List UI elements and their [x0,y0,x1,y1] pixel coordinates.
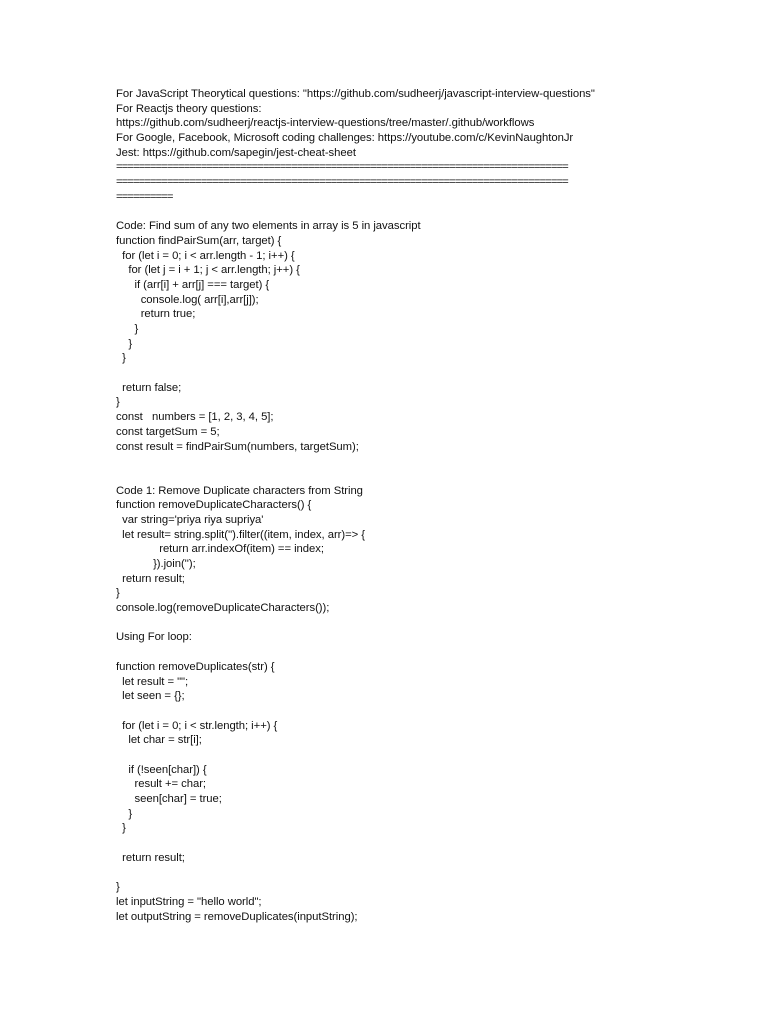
text-line [116,748,656,763]
text-line: For JavaScript Theorytical questions: "https://github.com/sudheerj/javascript-interview-questions" [116,88,595,100]
text-line [116,704,656,719]
text-line [116,469,656,484]
text-line: if (!seen[char]) { [116,763,207,776]
text-line: for (let i = 0; i < arr.length - 1; i++) { [116,249,295,262]
document-body [116,87,656,924]
text-line: Code: Find sum of any two elements in array is 5 in javascript [116,220,421,233]
text-line [116,616,656,631]
text-line [116,205,656,220]
text-line: return result; [116,851,185,864]
divider-line: ========== [116,190,173,203]
text-line: Jest: https://github.com/sapegin/jest-cheat-sheet [116,146,356,159]
text-line: return true; [116,308,196,321]
text-line: return arr.indexOf(item) == index; [116,543,324,556]
text-line: const numbers = [1, 2, 3, 4, 5]; [116,411,274,424]
text-line: let char = str[i]; [116,734,202,747]
text-line: Code 1: Remove Duplicate characters from String [116,484,363,497]
text-line: let seen = {}; [116,690,185,703]
text-line [116,865,656,880]
text-line: Using For loop: [116,631,192,644]
text-line: console.log(removeDuplicateCharacters()); [116,602,330,615]
text-line: let result= string.split('').filter((item, index, arr)=> { [116,528,365,541]
text-line [116,366,656,381]
text-line: if (arr[i] + arr[j] === target) { [116,278,270,291]
text-line: return false; [116,381,182,394]
divider-line: ================================================================================ [116,176,568,189]
text-line: } [116,396,120,409]
text-line: function findPairSum(arr, target) { [116,234,282,247]
text-line: var string='priya riya supriya' [116,513,264,526]
text-line: return result; [116,572,185,585]
text-line [116,836,656,851]
text-line: } [116,881,120,894]
text-line: let result = ""; [116,675,189,688]
text-line: let inputString = "hello world"; [116,895,262,908]
text-line: const targetSum = 5; [116,425,220,438]
text-line: } [116,323,139,335]
text-line: let outputString = removeDuplicates(inputString); [116,910,358,923]
text-line: function removeDuplicateCharacters() { [116,499,312,512]
text-line: } [116,352,126,365]
text-line: seen[char] = true; [116,793,222,805]
text-line: } [116,587,120,600]
text-line: https://github.com/sudheerj/reactjs-interview-questions/tree/master/.github/workflows [116,117,535,130]
text-line: } [116,807,133,820]
text-line: for (let i = 0; i < str.length; i++) { [116,719,278,732]
text-line: console.log( arr[i],arr[j]); [116,293,259,306]
text-line [116,454,656,469]
text-line: } [116,822,126,835]
text-line: result += char; [116,778,206,791]
text-line: function removeDuplicates(str) { [116,660,275,673]
text-line: }).join(''); [116,558,196,570]
text-line: For Google, Facebook, Microsoft coding challenges: https://youtube.com/c/KevinNaughtonJr [116,132,574,145]
divider-line: ================================================================================ [116,161,568,174]
text-line: For Reactjs theory questions: [116,102,262,115]
text-line: } [116,337,133,350]
text-line: const result = findPairSum(numbers, targetSum); [116,440,359,453]
text-line: for (let j = i + 1; j < arr.length; j++) { [116,264,300,277]
text-line [116,645,656,660]
